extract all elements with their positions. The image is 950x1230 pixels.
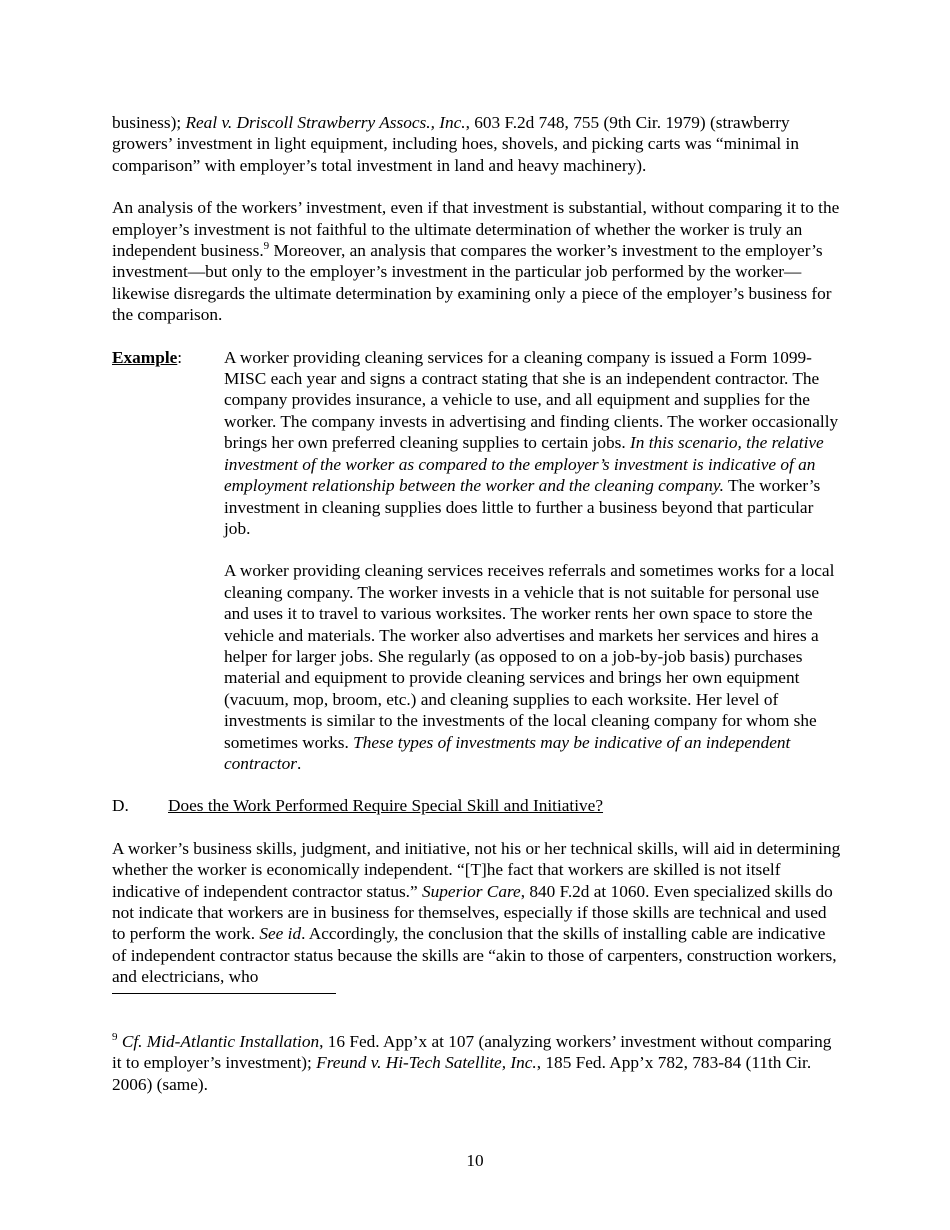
section-title: Does the Work Performed Require Special Skill and Initiative? xyxy=(168,796,604,816)
example-label: Example: xyxy=(112,347,183,367)
paragraph-case-citation: business); Real v. Driscoll Strawberry Assocs., Inc., 603 F.2d 748, 755 (9th Cir. 1979) (strawberry growers’ investment in light equipment, including hoes, shovels, and picking carts was “minimal in comparison” with employer’s total investment in land and heavy machinery). xyxy=(112,113,799,175)
example-paragraph-contractor: A worker providing cleaning services receives referrals and sometimes works for a local cleaning company. The worker invests in a vehicle that is not suitable for personal use and uses it to travel to various worksites. The worker rents her own space to store the vehicle and materials. The worker also advertises and markets her services and hires a helper for larger jobs. She regularly (as opposed to on a job-by-job basis) purchases material and equipment to provide cleaning services and brings her own equipment (vacuum, mop, broom, etc.) and cleaning supplies to each worksite. Her level of investments is similar to the investments of the local cleaning company for whom she sometimes works. These types of investments may be indicative of an independent contractor. xyxy=(224,561,835,773)
page-number: 10 xyxy=(466,1151,484,1170)
example-block xyxy=(112,347,842,775)
document-body xyxy=(112,112,842,1009)
footnote-number: 9 xyxy=(112,1031,118,1044)
example-paragraph-employee: A worker providing cleaning services for a cleaning company is issued a Form 1099-MISC each year and signs a contract stating that she is an independent contractor. The company provides insurance, a vehicle to use, and all equipment and supplies for the worker. The company invests in advertising and finding clients. The worker occasionally brings her own preferred cleaning supplies to certain jobs. In this scenario, the relative investment of the worker as compared to the employer’s investment is indicative of an employment relationship between the worker and the cleaning company. The worker’s investment in cleaning supplies does little to further a business beyond that particular job. xyxy=(224,347,839,538)
footnote-reference[interactable]: 9 xyxy=(263,240,270,253)
footnote: $^9$ Cf. Mid-Atlantic Installation, 16 Fed. App’x at 107 (analyzing workers’ investment without comparing it to employer’s investment); Freund v. Hi-Tech Satellite, Inc., 185 Fed. App’x 782, 783-84 (11th Cir. 2006) (same). xyxy=(112,1031,832,1094)
footnote-separator xyxy=(112,993,336,994)
paragraph-skill: A worker’s business skills, judgment, and initiative, not his or her technical skills, will aid in determining whether the worker is economically independent. “[T]he fact that workers are skilled is not itself indicative of independent contractor status.” Superior Care, 840 F.2d at 1060. Even specialized skills do not indicate that workers are in business for themselves, especially if those skills are technical and used to perform the work. See id. Accordingly, the conclusion that the skills of installing cable are indicative of independent contractor status because the skills are “akin to those of carpenters, construction workers, and electricians, who xyxy=(112,838,841,987)
paragraph-investment-analysis: An analysis of the workers’ investment, even if that investment is substantial, without comparing it to the employer’s investment is not faithful to the ultimate determination of whether the worker is truly an independent business.$^9$ Moreover, an analysis that compares the worker’s investment to the employer’s investment—but only to the employer’s investment in the particular job performed by the worker—likewise disregards the ultimate determination by examining only a piece of the employer’s business for the comparison. xyxy=(112,198,840,325)
section-letter: D. xyxy=(112,796,129,816)
section-heading xyxy=(112,795,842,816)
case-name: Real v. Driscoll Strawberry Assocs., Inc. xyxy=(185,113,466,132)
